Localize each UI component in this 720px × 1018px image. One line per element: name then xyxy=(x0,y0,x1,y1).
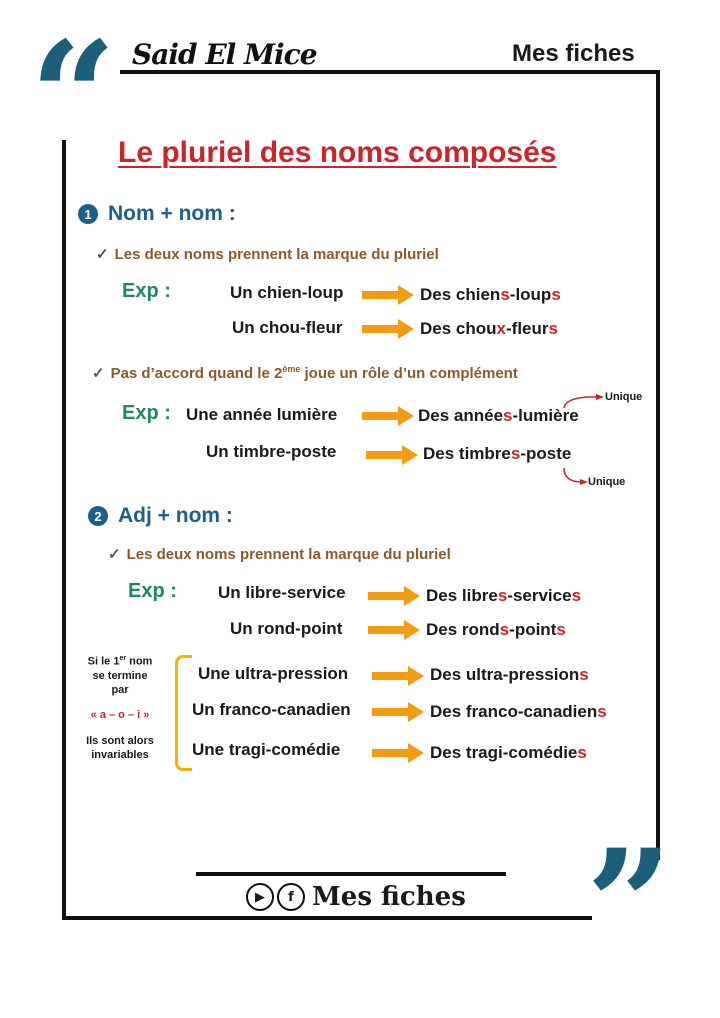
example-singular: Une année lumière xyxy=(186,405,338,424)
side-note-letters: « a – o – i » xyxy=(90,709,150,721)
example-plural: Des libres-services xyxy=(426,586,582,605)
example-singular: Un chien-loup xyxy=(230,283,344,302)
arrow-right-icon xyxy=(372,701,424,723)
page-title: Le pluriel des noms composés xyxy=(118,136,557,169)
frame-left-border xyxy=(62,140,66,920)
example-plural: Des tragi-comédies xyxy=(430,743,587,762)
arrow-right-icon xyxy=(368,585,420,607)
exp-label: Exp : xyxy=(122,280,171,302)
rule-both-plural: ✓ Les deux noms prennent la marque du pluriel xyxy=(96,246,439,263)
rule-no-agreement: ✓ Pas d’accord quand le 2ème joue un rôle d’un complément xyxy=(92,364,518,382)
section-number-badge: 2 xyxy=(88,506,108,526)
check-icon: ✓ xyxy=(108,546,121,563)
arrow-right-icon xyxy=(362,318,414,340)
footer-brand xyxy=(246,882,466,912)
rule-both-plural: ✓ Les deux noms prennent la marque du pluriel xyxy=(108,546,451,563)
exp-label: Exp : xyxy=(128,580,177,602)
youtube-icon: ▶ xyxy=(246,883,274,911)
footer-label: Mes fiches xyxy=(312,882,466,912)
example-singular: Un chou-fleur xyxy=(232,318,343,337)
brand-signature: Said El Mice xyxy=(132,38,317,71)
example-singular: Un franco-canadien xyxy=(192,700,351,719)
example-plural: Des ronds-points xyxy=(426,620,566,639)
side-note-invariable: Ils sont alors invariables xyxy=(86,735,154,761)
frame-right-border xyxy=(656,70,660,860)
example-plural: Des chiens-loups xyxy=(420,285,561,304)
arrow-right-icon xyxy=(362,284,414,306)
example-singular: Une tragi-comédie xyxy=(192,740,341,759)
arrow-right-icon xyxy=(362,405,414,427)
side-note-rule: Si le 1er nom se termine par xyxy=(87,655,153,696)
arrow-right-icon xyxy=(368,619,420,641)
facebook-icon: f xyxy=(277,883,305,911)
section-number-badge: 1 xyxy=(78,204,98,224)
open-quote-icon: “ xyxy=(30,9,117,185)
example-singular: Une ultra-pression xyxy=(198,664,349,683)
close-quote-icon: ” xyxy=(586,817,673,993)
note-pointer-icon xyxy=(560,392,608,410)
section-heading-text: Nom + nom : xyxy=(108,202,236,225)
exp-label: Exp : xyxy=(122,402,171,424)
unique-note: Unique xyxy=(605,391,643,403)
brace-bracket xyxy=(175,655,192,771)
unique-note: Unique xyxy=(588,476,626,488)
example-plural: Des franco-canadiens xyxy=(430,702,607,721)
example-plural: Des années-lumière xyxy=(418,406,579,425)
section-heading-adj-nom xyxy=(88,504,233,528)
example-singular: Un rond-point xyxy=(230,619,343,638)
example-plural: Des ultra-pressions xyxy=(430,665,589,684)
section-heading-text: Adj + nom : xyxy=(118,504,233,527)
section-heading-nom-nom xyxy=(78,202,236,226)
check-icon: ✓ xyxy=(96,246,109,263)
frame-bottom-border xyxy=(62,916,592,920)
header-section-label: Mes fiches xyxy=(512,40,635,67)
example-singular: Un timbre-poste xyxy=(206,442,337,461)
arrow-right-icon xyxy=(372,665,424,687)
arrow-right-icon xyxy=(366,444,418,466)
check-icon: ✓ xyxy=(92,365,105,382)
example-plural: Des choux-fleurs xyxy=(420,319,558,338)
footer-divider xyxy=(196,872,506,876)
example-plural: Des timbres-poste xyxy=(423,444,572,463)
note-pointer-icon xyxy=(560,466,590,488)
example-singular: Un libre-service xyxy=(218,583,346,602)
arrow-right-icon xyxy=(372,742,424,764)
